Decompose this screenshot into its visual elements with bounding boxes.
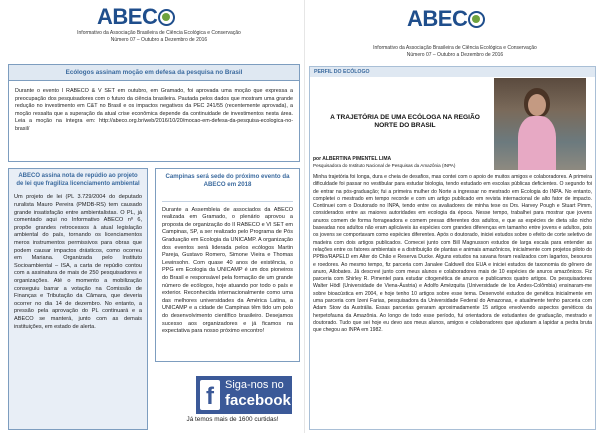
facebook-line1: Siga-nos no xyxy=(225,379,284,391)
repudio-text: Um projeto de lei (PL 3.729/2004 do deputado ruralista Mauro Pereira (PMDB-RS) tem causado grande insatisfação entre ambientalistas. O PL, já comentado aqui no Informativo ABECO nº 6, propõe grandes retrocessos à atual legislação ambiental do país, tornando os licenciamentos meros instrumentos permissivos para obras que podem causar impactos drásticos, como ocorreu em Mariana. Organizada pelo Instituto Socioambiental – ISA, a carta de repúdio contou com a assinatura de mais de 250 pesquisadores e organizações. Até o momento a mobilização conseguiu barrar a votação na Comissão de Finanças e Tributação da Câmara, que deveria ocorrer no dia 14 de dezembro. No entanto, a pressão pela aprovação do PL continuará e a ABECO se manterá, junto com as demais instituições, em estado de alerta. xyxy=(14,194,142,330)
facebook-line2: facebook xyxy=(225,392,291,409)
header-line2: Número 07 – Outubro a Dezembro de 2016 xyxy=(110,36,208,43)
author-affiliation: Pesquisadora do Instituto Nacional de Pesquisas da Amazônia (INPA) xyxy=(313,163,456,168)
campinas-title: Campinas será sede do próximo evento da ABECO em 2018 xyxy=(162,169,293,202)
facebook-caption: Já temos mais de 1600 curtidas! xyxy=(186,416,279,423)
author-name: por ALBERTINA PIMENTEL LIMA xyxy=(313,156,392,162)
facebook-promo[interactable] xyxy=(196,376,292,414)
campinas-text: Durante a Assembleia de associados da ABECO realizada em Gramado, o plenário aprovou a proposta de organização do II RABECO e VI SET em Campinas, SP, a ser realizado pelo Programa de Pós Graduação em Ecologia da UNICAMP. A organização dos eventos será liderada pelos ecólogos Martin Pareja, Gustavo Romero, Simone Vieira e Thomas Lewinsohn. Com quase 40 anos de existência, o PPG em Ecologia da UNICAMP é um dos pioneiros do Brasil e responsável pela formação de um grande número de ecólogos, hoje atuando por todo o país e exterior. Reconhecida internacionalmente como uma das melhores universidades da América Latina, a UNICAMP e a cidade de Campinas têm tido um polo do desenvolvimento científico brasileiro. Desejamos sucesso aos organizadores e já ficamos na expectativa para nosso próximo encontro! xyxy=(162,206,293,335)
header-line2: Número 07 – Outubro a Dezembro de 2016 xyxy=(406,51,504,58)
motion-text: Durante o evento I RABECO & V SET em outubro, em Gramado, foi aprovada uma moção que expressa a preocupação dos pesquisadores com o futuro da ciência brasileira. Pautada pelos dados que mostram uma grande redução no investimento em C&T no Brasil e os impactos negativos da PEC 241/55 (recentemente aprovada), a moção ressalta que a superação da atual crise econômica depende da continuidade de investimentos nesta área. Leia a moção na íntegra em: http://abeco.org.br/web/2016/10/20/mocao-em-defesa-da-pesquisa-ecologica-no-brasil/ xyxy=(15,88,293,132)
abeco-logo-right: ABEC xyxy=(407,6,485,32)
section-label: PERFIL DO ECÓLOGO xyxy=(310,67,595,77)
newsletter-header-left xyxy=(64,30,254,43)
motion-title: Ecólogos assinam moção em defesa da pesquisa no Brasil xyxy=(9,65,299,81)
facebook-f-icon: f xyxy=(200,380,220,410)
motion-box xyxy=(8,64,300,162)
newsletter-header-right xyxy=(350,45,560,58)
header-line1: Informativo da Associação Brasileira de Ciência Ecológica e Conservação xyxy=(373,45,537,51)
logo-o-icon xyxy=(468,11,485,28)
page-divider xyxy=(304,0,305,433)
abeco-logo-left: ABEC xyxy=(97,4,175,30)
campinas-box xyxy=(155,168,300,362)
logo-o-icon xyxy=(158,9,175,26)
article-text: Minha trajetória foi longa, dura e cheia de desafios, mas contei com o apoio de muitos amigos e colaboradores. A primeira dificuldade foi passar no vestibular para estudar biologia, tendo estudado em escolas públicas deficientes. O segundo foi de entrar na pós-graduação; fui a primeira mulher do Norte a ingressar no mestrado em Ecologia do INPA. No entanto, completei o mestrado em tempo recorde e com um artigo publicado em revista internacional de alto fator de impacto. Continuei com o Doutorado no INPA, tendo entre os avaliadores de minha tese os Drs. Harvey Pough e Stuart Pimm, considerados entre as maiores autoridades em ecologia da época. Nesse tempo, trabalhei para mostrar que jovens anuros comem de forma forrageadora e comem presas diferentes dos adultos, e que as espécies de dieta são nicho baseadas nos adultos não eram aplicáveis às espécies com grandes diferenças em tamanho entre jovens e adultos, pois os jovens se comportavam como espécies diferentes. Após o doutorado, iniciei estudos sobre o efeito de corte seletivo de madeira com dois artigos publicados. Comecei junto com Bill Magnusson estudos de larga escala para entender as relações entre os fatores ambientais e a distribuição de plantas e animais amazônicos, inicialmente com projetos piloto do PPBio/RAPELD em Alter do Chão e Reserva Ducke. Alguns estudos na savana foram realizados com lagartos, besouros e roedores. Ao mesmo tempo, fiz parceria com Janalee Caldwell dos EUA e iniciei estudos de taxonomia do gênero de anuro, Allobates. Já descrevi junto com meus alunos e colaboradores mais de 10 espécies de anuros amazônicos. Fiz parceria com Shirley R. Pimentel para estudar citogenética de anuros e publicamos quatro artigos. Os pesquisadores Walter Hödl (Universidade de Viena-Áustria) e Adolfo Amézquita (Universidade de los Andes-Colômbia) ensinaram-me sobre bioacústica em 2004, e hoje tenho 10 artigos sobre esse tema. Desenvolvi estudos de genética inicialmente em uma parceria com Izeni Farias, pesquisadora da Universidade Federal do Amazonas, e atualmente tenho parceria com Adam Stow da Austrália. Essas parcerias geraram aproximadamente 15 artigos envolvendo aspectos genéticos da herpetofauna da Amazônia. Ao longo de todo esse período, fui orientadora de estudantes de graduação, mestrado e doutorado. Tudo que sei hoje eu devo aos meus alunos, amigos e colaboradores que ajudaram a lapidar a pedra bruta que chegou ao INPA em 1982. xyxy=(313,174,592,334)
repudio-box xyxy=(8,168,148,430)
header-line1: Informativo da Associação Brasileira de Ciência Ecológica e Conservação xyxy=(77,30,241,36)
repudio-title: ABECO assina nota de repúdio ao projeto de lei que fragiliza licenciamento ambiental xyxy=(16,173,140,188)
article-title: A TRAJETÓRIA DE UMA ECÓLOGA NA REGIÃO NORTE DO BRASIL xyxy=(330,114,480,129)
author-photo xyxy=(494,78,586,170)
